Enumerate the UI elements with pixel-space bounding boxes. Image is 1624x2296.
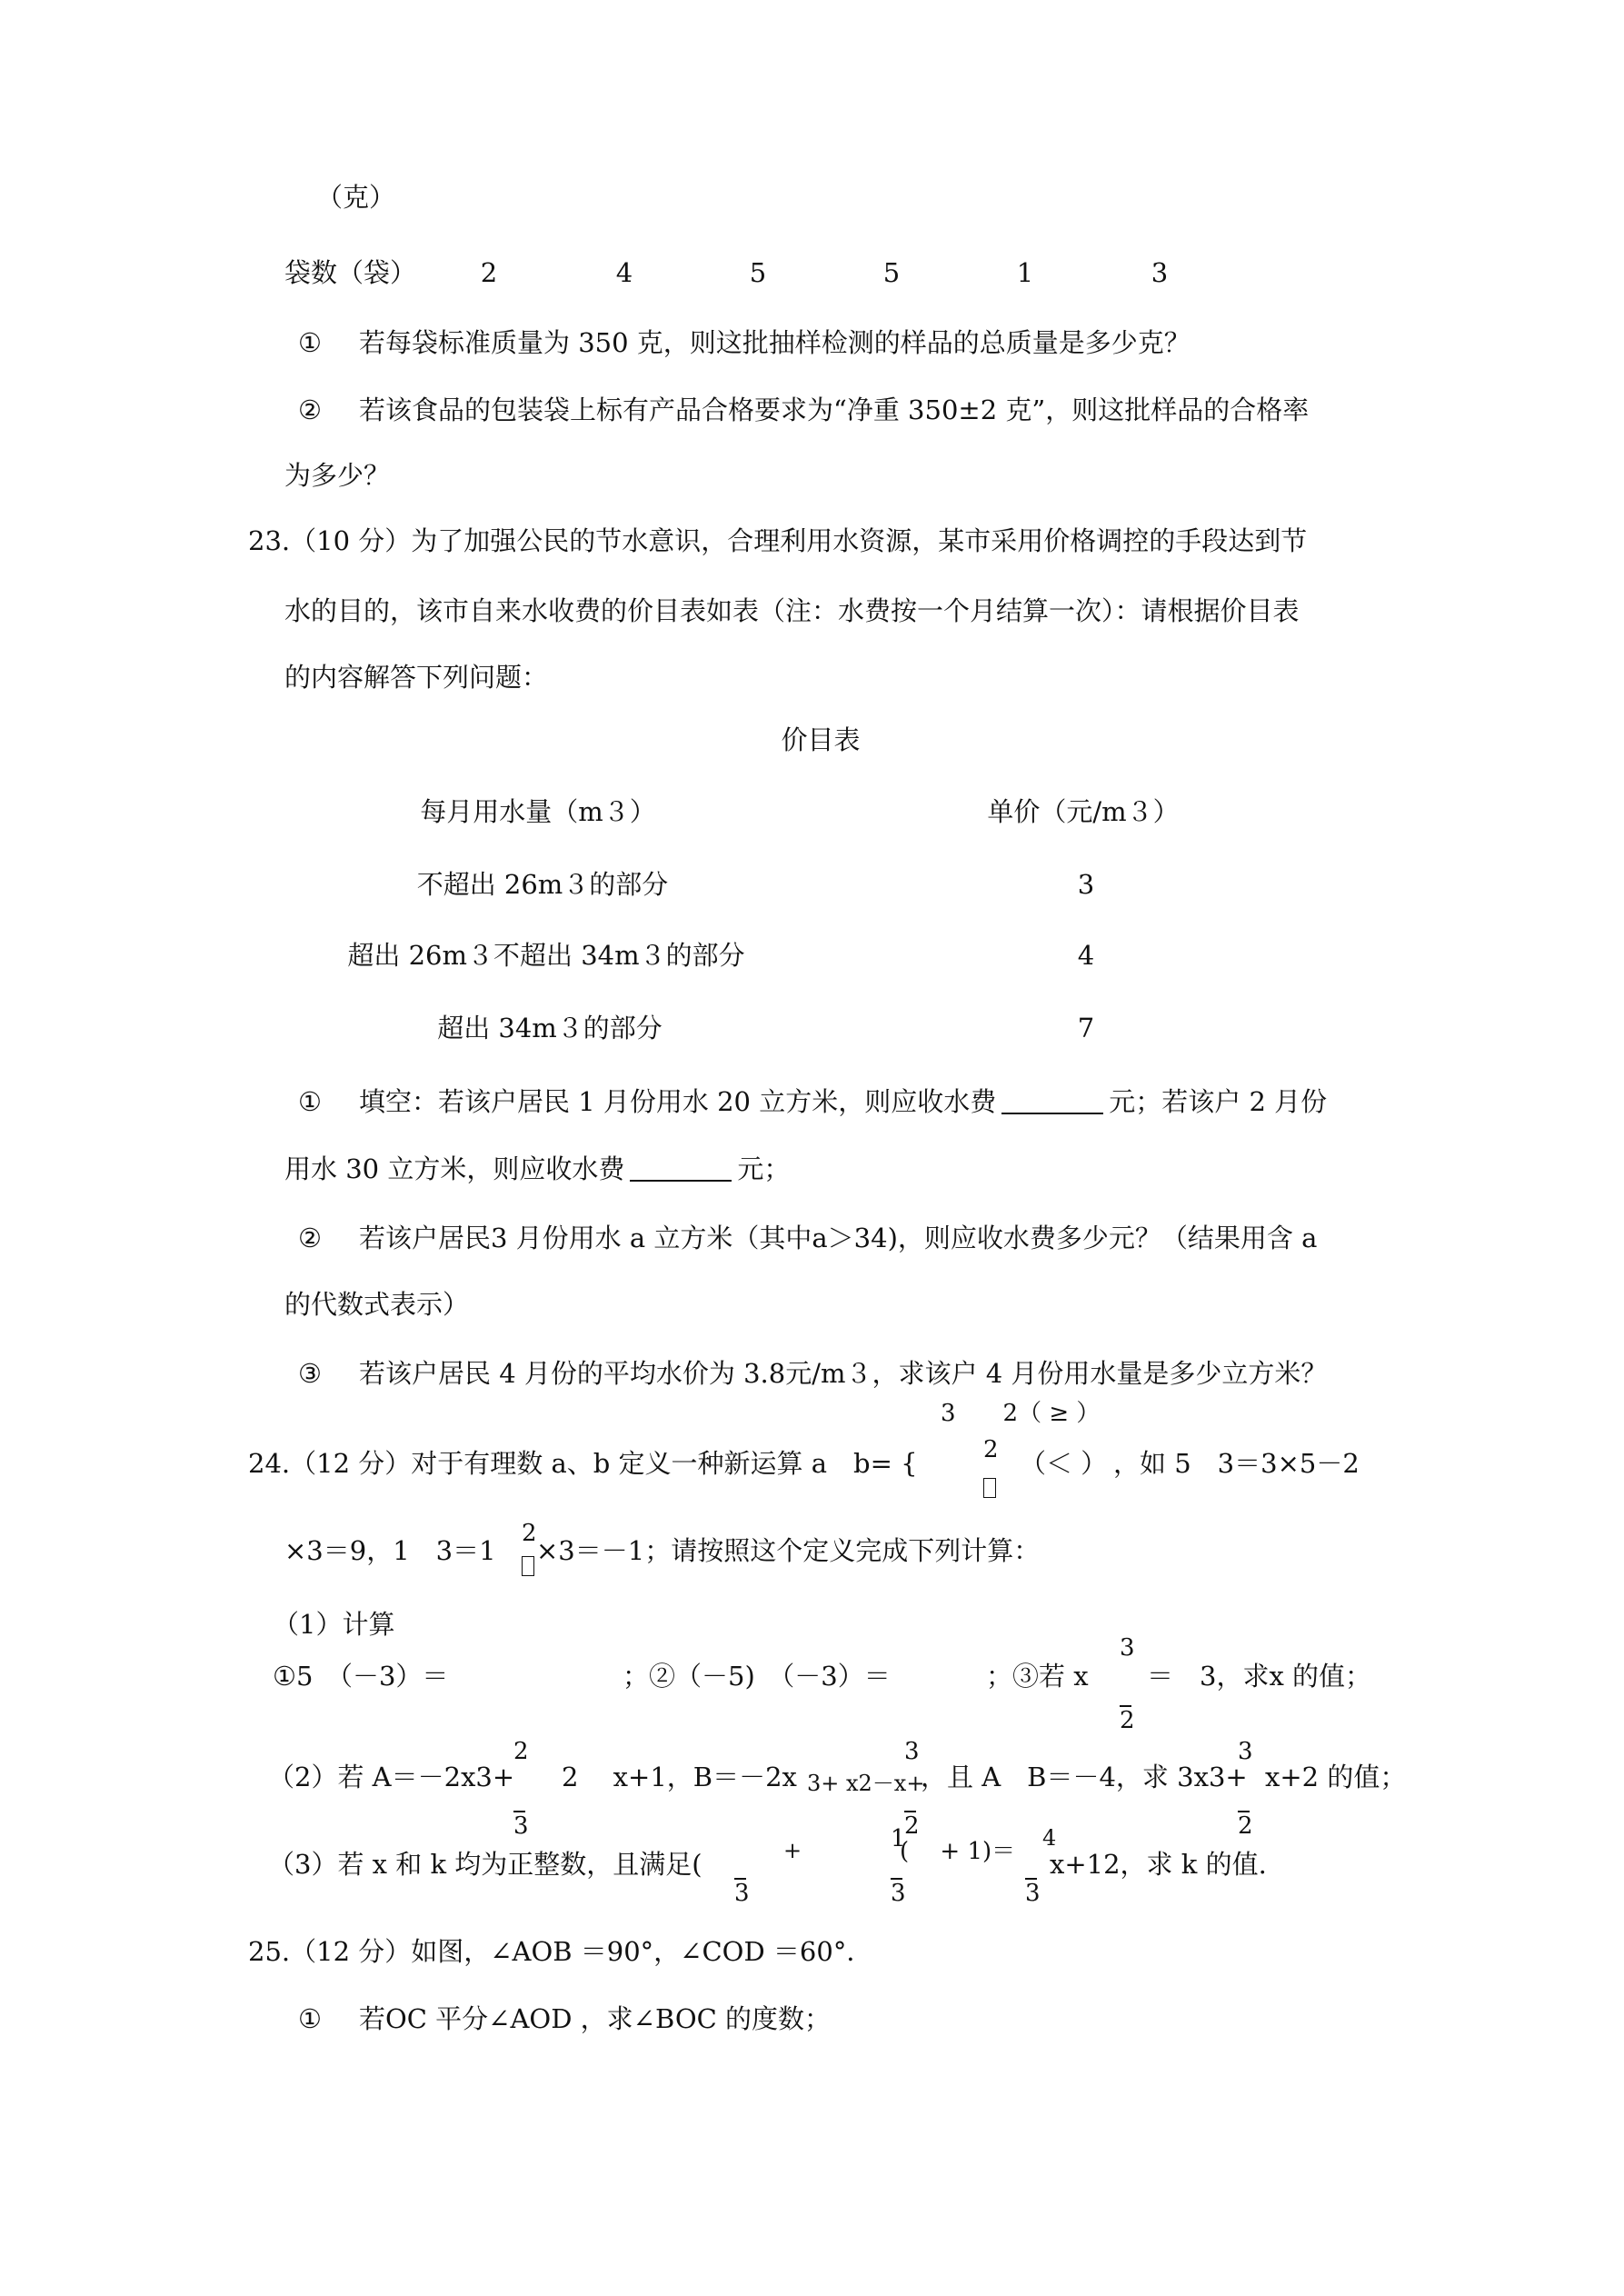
- q24-part3-mid: ( + 1)＝: [900, 1838, 1016, 1865]
- price-table-cell: 超出 26m３不超出 34m３的部分: [347, 940, 745, 971]
- q23-intro-line: 23.（10 分）为了加强公民的节水意识，合理利用水资源，某市采用价格调控的手段达到节: [248, 525, 1308, 556]
- q24-part1-b: ；②（－5) （－3）＝: [623, 1661, 891, 1692]
- q22-bags-label: 袋数（袋）: [284, 257, 417, 288]
- q24-line1: 24.（12 分）对于有理数 a、b 定义一种新运算 a b= {: [248, 1448, 918, 1479]
- q24-part2-d: x+2 的值；: [1265, 1762, 1407, 1792]
- q23-part3-text: 若该户居民 4 月份的平均水价为 3.8元/m３，求该户 4 月份用水量是多少立方米？: [359, 1358, 1328, 1389]
- q22-part2-number: ②: [298, 394, 322, 425]
- q24-part2-c: ，且 A B＝－4，求 3x3+: [921, 1762, 1248, 1792]
- q24-frac-den: 3: [734, 1880, 750, 1907]
- q22-part1-text: 若每袋标准质量为 350 克，则这批抽样检测的样品的总质量是多少克？: [359, 327, 1191, 358]
- q23-intro-line: 水的目的，该市自来水收费的价目表如表（注：水费按一个月结算一次）：请根据价目表: [284, 595, 1300, 626]
- q22-bag-count: 5: [749, 257, 767, 288]
- q24-part1-c: ；③若 x: [986, 1661, 1089, 1692]
- q24-frac-num: 2: [983, 1436, 999, 1463]
- q22-bag-count: 1: [1016, 257, 1034, 288]
- answer-blank[interactable]: [630, 1153, 732, 1182]
- q24-piecewise-upper: 3 2（ ≥ ）: [941, 1400, 1101, 1427]
- q23-intro-line: 的内容解答下列问题：: [284, 662, 549, 693]
- q22-part1-number: ①: [298, 327, 322, 358]
- price-table-cell: 4: [1077, 940, 1095, 971]
- q24-part2-a: （2）若 A＝－2x3+: [268, 1762, 515, 1792]
- q25-line1: 25.（12 分）如图，∠AOB ＝90°，∠COD ＝60°．: [248, 1936, 873, 1967]
- q24-piecewise-lower: （＜ ）: [1020, 1448, 1108, 1479]
- price-table-cell: 7: [1077, 1013, 1095, 1043]
- q22-part2-text-cont: 为多少？: [284, 460, 391, 491]
- q24-part3-a: （3）若 x 和 k 均为正整数，且满足(: [268, 1849, 702, 1880]
- q24-line2: ×3＝9，1 3＝1: [284, 1535, 496, 1566]
- q24-part1-label: （1）计算: [273, 1609, 395, 1640]
- q23-part1-text: 填空：若该户居民 1 月份用水 20 立方米，则应收水费: [359, 1086, 997, 1117]
- missing-glyph-box: [983, 1478, 996, 1498]
- q25-part1-number: ①: [298, 2003, 322, 2034]
- price-table-cell: 3: [1077, 869, 1095, 900]
- q24-part2-sub: 3+ x2－x+: [807, 1771, 925, 1796]
- q24-frac-den: 2: [904, 1812, 920, 1840]
- price-table-title: 价目表: [781, 724, 861, 755]
- q22-bag-count: 2: [480, 257, 498, 288]
- q23-part1-line2: [284, 1153, 790, 1185]
- price-table-cell: 超出 34m３的部分: [437, 1013, 663, 1043]
- q23-part2-text: 若该户居民3 月份用水 a 立方米（其中a＞34)，则应收水费多少元？（结果用含 a: [359, 1223, 1318, 1253]
- q24-frac-den: 2: [1238, 1812, 1253, 1840]
- q23-part1-text: 元；: [737, 1153, 791, 1184]
- q24-frac-num: 3: [1238, 1738, 1253, 1765]
- q24-frac-den: 3: [891, 1880, 906, 1907]
- q23-part2-text-cont: 的代数式表示）: [284, 1289, 470, 1320]
- q22-unit-continuation: （克）: [316, 182, 396, 213]
- missing-glyph-box: [522, 1556, 534, 1576]
- q24-part2-b: 2 x+1，B＝－2x: [562, 1762, 797, 1792]
- q24-frac-num: 1: [891, 1825, 906, 1852]
- q24-part1-a: ①5 （－3）＝: [273, 1661, 449, 1692]
- q22-bag-count: 5: [882, 257, 901, 288]
- q24-frac-num: 2: [513, 1738, 529, 1765]
- q24-line1-end: ，如 5 3＝3×5－2: [1113, 1448, 1360, 1479]
- q24-frac-num: 4: [1042, 1825, 1057, 1851]
- q22-bag-count: 4: [615, 257, 633, 288]
- q22-bag-count: 3: [1151, 257, 1169, 288]
- q24-frac-num: 2: [522, 1520, 537, 1547]
- q24-part1-eq: ＝ 3，求x 的值；: [1147, 1661, 1372, 1692]
- q24-frac-den: 2: [1120, 1707, 1135, 1734]
- price-table-header: 单价（元/m３）: [987, 796, 1180, 827]
- q24-frac-den: 3: [1025, 1880, 1041, 1907]
- price-table-cell: 不超出 26m３的部分: [416, 869, 669, 900]
- q24-frac-num: 3: [904, 1738, 920, 1765]
- q24-frac-num: 3: [1120, 1634, 1135, 1662]
- q23-part1-line1: [359, 1086, 1327, 1118]
- q23-part2-number: ②: [298, 1223, 322, 1253]
- q23-part3-number: ③: [298, 1358, 322, 1389]
- price-table-header: 每月用水量（m３）: [420, 796, 656, 827]
- q24-part3-plus: +: [783, 1838, 802, 1863]
- q23-part1-text: 元；若该户 2 月份: [1109, 1086, 1328, 1117]
- q22-part2-text: 若该食品的包装袋上标有产品合格要求为“净重 350±2 克”，则这批样品的合格率: [359, 394, 1310, 425]
- q23-part1-text: 用水 30 立方米，则应收水费: [284, 1153, 625, 1184]
- q24-frac-den: 3: [513, 1812, 529, 1840]
- answer-blank[interactable]: [1001, 1086, 1103, 1114]
- q24-line2-end: ×3＝－1；请按照这个定义完成下列计算：: [536, 1535, 1041, 1566]
- q25-part1-text: 若OC 平分∠AOD ，求∠BOC 的度数；: [359, 2003, 831, 2034]
- q23-part1-number: ①: [298, 1086, 322, 1117]
- q24-part3-end: x+12，求 k 的值.: [1050, 1849, 1267, 1880]
